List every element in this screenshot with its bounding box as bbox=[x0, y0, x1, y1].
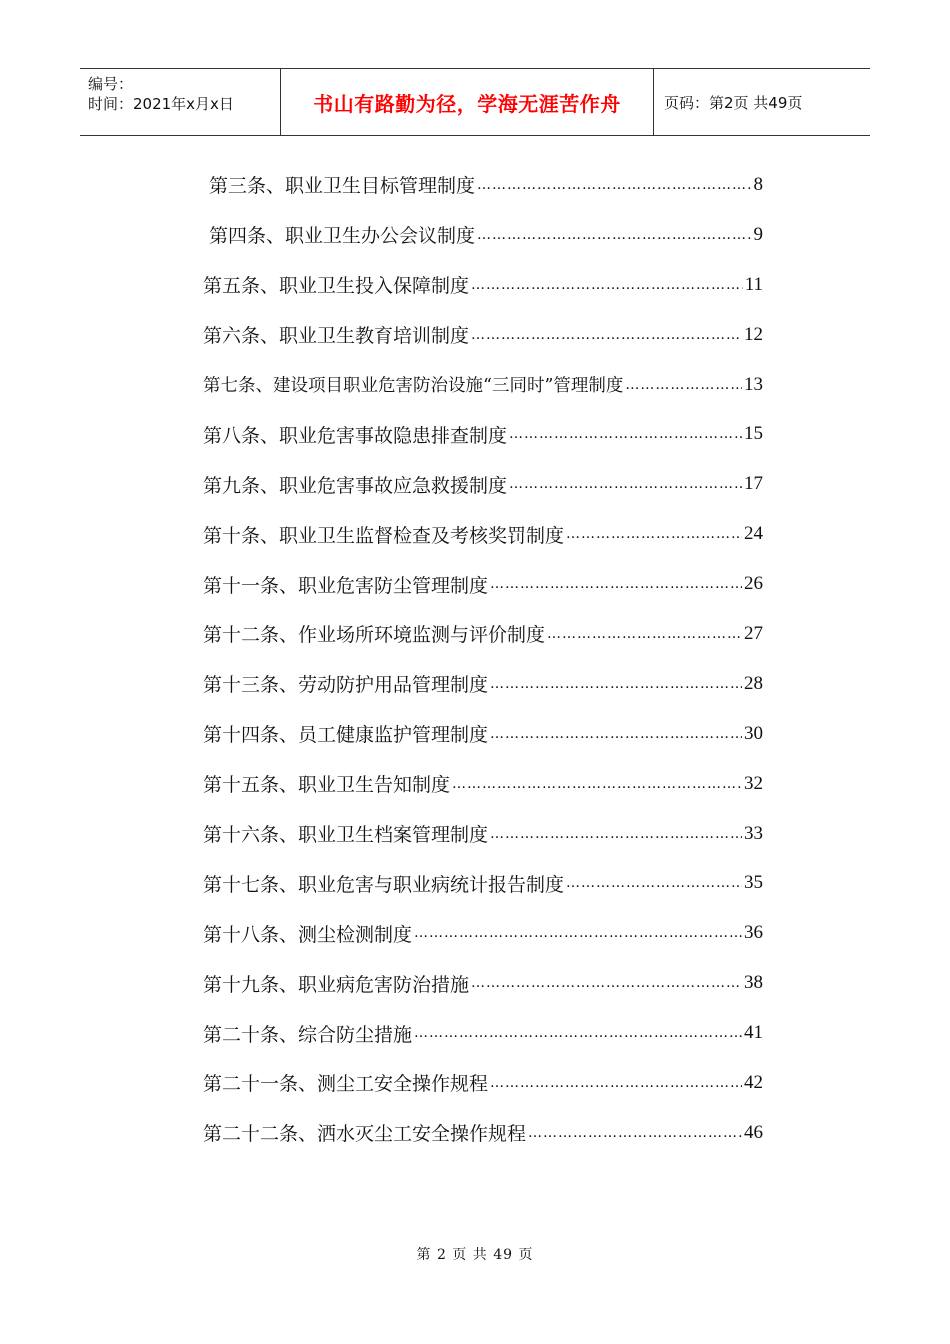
toc-entry[interactable] bbox=[203, 409, 763, 459]
toc-entry[interactable] bbox=[203, 559, 763, 609]
toc-leader-dots bbox=[490, 676, 742, 692]
header-motto: 书山有路勤为径，学海无涯苦作舟 bbox=[281, 69, 654, 135]
toc-leader-dots bbox=[490, 726, 742, 742]
toc-entry-title: 第六条、职业卫生教育培训制度 bbox=[203, 325, 470, 348]
toc-leader-dots bbox=[490, 1075, 742, 1091]
toc-entry-page: 32 bbox=[744, 772, 763, 794]
toc-entry[interactable] bbox=[203, 908, 763, 958]
toc-entry-title: 第二十二条、洒水灭尘工安全操作规程 bbox=[203, 1123, 527, 1146]
toc-entry[interactable] bbox=[203, 360, 763, 410]
toc-entry-page: 17 bbox=[744, 473, 763, 495]
toc-leader-dots bbox=[414, 1025, 742, 1041]
toc-leader-dots bbox=[547, 626, 742, 642]
toc-leader-dots bbox=[471, 975, 742, 991]
toc-leader-dots bbox=[566, 526, 742, 542]
toc-entry[interactable] bbox=[203, 210, 763, 260]
toc-entry-page: 15 bbox=[744, 423, 763, 445]
toc-entry-page: 8 bbox=[753, 173, 763, 195]
toc-entry[interactable] bbox=[203, 1008, 763, 1058]
toc-entry-page: 26 bbox=[744, 573, 763, 595]
toc-leader-dots bbox=[528, 1125, 742, 1141]
toc-entry-title: 第九条、职业危害事故应急救援制度 bbox=[203, 474, 508, 497]
toc-entry-title: 第十六条、职业卫生档案管理制度 bbox=[203, 824, 489, 847]
toc-entry-title: 第八条、职业危害事故隐患排查制度 bbox=[203, 424, 508, 447]
toc-entry[interactable] bbox=[203, 459, 763, 509]
toc-entry-title: 第十三条、劳动防护用品管理制度 bbox=[203, 674, 489, 697]
toc-entry-title: 第十八条、测尘检测制度 bbox=[203, 923, 413, 946]
toc-entry[interactable] bbox=[203, 1108, 763, 1158]
toc-entry-title: 第十条、职业卫生监督检查及考核奖罚制度 bbox=[203, 524, 565, 547]
toc-leader-dots bbox=[509, 476, 742, 492]
toc-entry-page: 9 bbox=[753, 223, 763, 245]
toc-entry[interactable] bbox=[203, 509, 763, 559]
toc-entry-page: 35 bbox=[744, 872, 763, 894]
toc-entry-title: 第五条、职业卫生投入保障制度 bbox=[203, 275, 470, 298]
toc-leader-dots bbox=[471, 277, 743, 293]
toc-entry-page: 28 bbox=[744, 672, 763, 694]
header-page-number: 页码：第2页 共49页 bbox=[664, 93, 803, 112]
header-number: 编号： bbox=[88, 75, 134, 93]
toc-entry-page: 24 bbox=[744, 523, 763, 545]
toc-leader-dots bbox=[414, 925, 742, 941]
toc-entry-title: 第十九条、职业病危害防治措施 bbox=[203, 973, 470, 996]
toc-entry-title: 第二十一条、测尘工安全操作规程 bbox=[203, 1073, 489, 1096]
page-footer: 第 2 页 共 49 页 bbox=[416, 1247, 534, 1263]
toc-entry[interactable] bbox=[203, 609, 763, 659]
toc-entry-page: 41 bbox=[744, 1022, 763, 1044]
table-of-contents bbox=[203, 160, 763, 1158]
toc-leader-dots bbox=[452, 776, 742, 792]
toc-entry-title: 第四条、职业卫生办公会议制度 bbox=[209, 225, 476, 248]
toc-entry-title: 第七条、建设项目职业危害防治设施“三同时”管理制度 bbox=[203, 376, 624, 396]
toc-entry[interactable] bbox=[203, 709, 763, 759]
toc-entry-page: 46 bbox=[744, 1121, 763, 1143]
toc-entry[interactable] bbox=[203, 858, 763, 908]
toc-leader-dots bbox=[477, 227, 751, 243]
toc-entry-page: 27 bbox=[744, 622, 763, 644]
toc-leader-dots bbox=[477, 177, 751, 193]
toc-entry[interactable] bbox=[203, 1058, 763, 1108]
toc-entry-page: 13 bbox=[744, 373, 763, 395]
toc-entry-page: 30 bbox=[744, 722, 763, 744]
toc-leader-dots bbox=[490, 826, 742, 842]
page-header bbox=[80, 68, 870, 136]
header-time: 时间：2021年x月x日 bbox=[88, 95, 234, 113]
toc-entry-page: 12 bbox=[744, 323, 763, 345]
toc-entry-page: 33 bbox=[744, 822, 763, 844]
toc-entry[interactable] bbox=[203, 310, 763, 360]
toc-entry[interactable] bbox=[203, 160, 763, 210]
toc-entry-title: 第十二条、作业场所环境监测与评价制度 bbox=[203, 624, 546, 647]
toc-leader-dots bbox=[490, 576, 742, 592]
toc-entry-title: 第十一条、职业危害防尘管理制度 bbox=[203, 574, 489, 597]
toc-leader-dots bbox=[471, 327, 742, 343]
toc-entry-page: 36 bbox=[744, 922, 763, 944]
toc-entry[interactable] bbox=[203, 759, 763, 809]
toc-entry-title: 第十四条、员工健康监护管理制度 bbox=[203, 724, 489, 747]
toc-entry[interactable] bbox=[203, 260, 763, 310]
toc-entry-title: 第三条、职业卫生目标管理制度 bbox=[209, 175, 476, 198]
toc-leader-dots bbox=[625, 377, 742, 393]
toc-leader-dots bbox=[509, 426, 742, 442]
toc-entry[interactable] bbox=[203, 659, 763, 709]
toc-entry[interactable] bbox=[203, 809, 763, 859]
toc-entry[interactable] bbox=[203, 958, 763, 1008]
toc-entry-page: 38 bbox=[744, 972, 763, 994]
toc-entry-title: 第十五条、职业卫生告知制度 bbox=[203, 774, 451, 797]
toc-leader-dots bbox=[566, 875, 742, 891]
toc-entry-title: 第二十条、综合防尘措施 bbox=[203, 1023, 413, 1046]
toc-entry-page: 42 bbox=[744, 1071, 763, 1093]
toc-entry-title: 第十七条、职业危害与职业病统计报告制度 bbox=[203, 873, 565, 896]
header-info bbox=[80, 69, 281, 135]
toc-entry-page: 11 bbox=[744, 273, 763, 295]
